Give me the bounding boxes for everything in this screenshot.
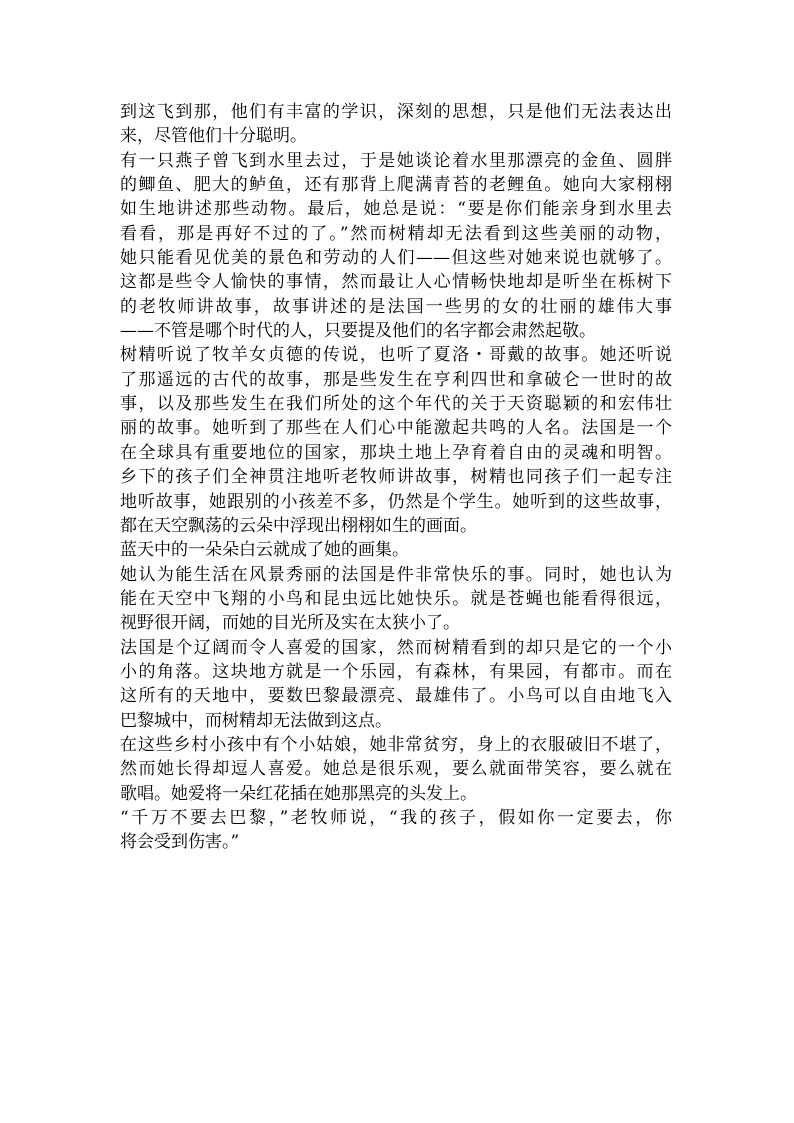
text-line: “千万不要去巴黎，”老牧师说，“我的孩子，假如你一定要去，你 <box>120 807 672 828</box>
text-line: 她认为能生活在风景秀丽的法国是件非常快乐的事。同时，她也认为 <box>120 564 672 585</box>
text-line: 事，以及那些发生在我们所处的这个年代的关于天资聪颖的和宏伟壮 <box>120 394 672 415</box>
text-line: 视野很开阔，而她的目光所及实在太狭小了。 <box>120 613 460 634</box>
text-line: 在这些乡村小孩中有个小姑娘，她非常贫穷，身上的衣服破旧不堪了， <box>120 734 672 755</box>
text-line: 在全球具有重要地位的国家，那块土地上孕育着自由的灵魂和明智。 <box>120 442 672 463</box>
text-line: 她只能看见优美的景色和劳动的人们——但这些对她来说也就够了。 <box>120 248 672 269</box>
text-line: 能在天空中飞翔的小鸟和昆虫远比她快乐。就是苍蝇也能看得很远， <box>120 588 672 609</box>
text-line: 到这飞到那，他们有丰富的学识，深刻的思想，只是他们无法表达出 <box>120 102 672 122</box>
text-line: 蓝天中的一朵朵白云就成了她的画集。 <box>120 540 409 561</box>
text-line: 树精听说了牧羊女贞德的传说，也听了夏洛・哥戴的故事。她还听说 <box>120 345 672 366</box>
text-line: 巴黎城中，而树精却无法做到这点。 <box>120 710 392 731</box>
text-line: 了那遥远的古代的故事，那是些发生在亨利四世和拿破仑一世时的故 <box>120 369 672 390</box>
text-line: 的老牧师讲故事，故事讲述的是法国一些男的女的壮丽的雄伟大事 <box>120 296 672 317</box>
text-line: 然而她长得却逗人喜爱。她总是很乐观，要么就面带笑容，要么就在 <box>120 759 672 780</box>
text-line: 丽的故事。她听到了那些在人们心中能激起共鸣的人名。法国是一个 <box>120 418 672 439</box>
text-line: 地听故事，她跟别的小孩差不多，仍然是个学生。她听到的这些故事， <box>120 491 672 512</box>
text-line: 看看，那是再好不过的了。”然而树精却无法看到这些美丽的动物， <box>120 223 672 244</box>
text-line: 法国是个辽阔而令人喜爱的国家，然而树精看到的却只是它的一个小 <box>120 637 672 658</box>
text-line: ——不管是哪个时代的人，只要提及他们的名字都会肃然起敬。 <box>120 321 596 342</box>
text-line: 有一只燕子曾飞到水里去过，于是她谈论着水里那漂亮的金鱼、圆胖 <box>120 150 672 171</box>
text-line: 这所有的天地中，要数巴黎最漂亮、最雄伟了。小鸟可以自由地飞入 <box>120 686 672 707</box>
text-line: 如生地讲述那些动物。最后，她总是说：“要是你们能亲身到水里去 <box>120 199 672 220</box>
text-line: 的鲫鱼、肥大的鲈鱼，还有那背上爬满青苔的老鲤鱼。她向大家栩栩 <box>120 175 672 196</box>
body-text <box>120 100 672 855</box>
text-line: 歌唱。她爱将一朵红花插在她那黑亮的头发上。 <box>120 783 477 804</box>
text-line: 小的角落。这块地方就是一个乐园，有森林，有果园，有都市。而在 <box>120 661 672 682</box>
text-line: 乡下的孩子们全神贯注地听老牧师讲故事，树精也同孩子们一起专注 <box>120 467 672 488</box>
text-line: 来，尽管他们十分聪明。 <box>120 126 307 147</box>
text-line: 将会受到伤害。” <box>120 832 240 853</box>
text-line: 这都是些令人愉快的事情，然而最让人心情畅快地却是听坐在栎树下 <box>120 272 672 293</box>
text-line: 都在天空飘荡的云朵中浮现出栩栩如生的画面。 <box>120 515 477 536</box>
